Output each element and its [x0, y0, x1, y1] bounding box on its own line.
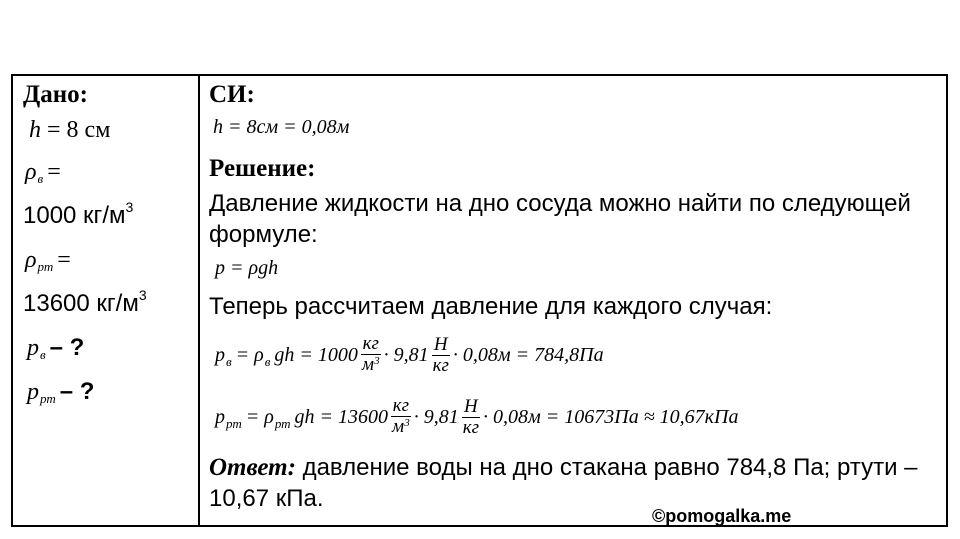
given-height: h = 8 см	[29, 117, 111, 143]
fraction-kg-per-m3: $\frac{кг}{м^3}$	[361, 332, 380, 375]
si-header: СИ:	[209, 81, 255, 108]
solution-column	[200, 76, 946, 525]
given-rho-water-value: 1000 кг/м 3	[23, 199, 134, 229]
given-rho-mercury-value: 13600 кг/м 3	[23, 287, 147, 317]
answer-text: давление воды на дно стакана равно 784,8 Па; ртути – 10,67 кПа.	[209, 454, 918, 512]
given-rho-water-label: ρ в =	[25, 159, 61, 186]
answer-label: Ответ:	[209, 454, 296, 481]
fraction-n-per-kg: $\frac{Н}{кг}$	[432, 333, 449, 376]
given-rho-mercury-label: ρ рт =	[25, 247, 71, 274]
solution-header: Решение:	[209, 155, 316, 182]
formula-water: p в = ρ в gh = 1000 $\frac{кг}{м^3}$ · 9,81 $\frac{Н}{кг}$ · 0,08м = 784,8Па	[215, 332, 604, 376]
given-p-water-question: p в – ?	[27, 334, 85, 362]
watermark: ©pomogalka.me	[652, 506, 792, 526]
answer-paragraph	[209, 452, 934, 514]
task-table	[11, 74, 948, 527]
si-formula: h = 8см = 0,08м	[213, 116, 350, 138]
given-column	[13, 76, 200, 525]
given-p-mercury-question: p рт – ?	[27, 378, 95, 406]
fraction-n-per-kg: $\frac{Н}{кг}$	[462, 395, 479, 438]
fraction-kg-per-m3: $\frac{кг}{м^3}$	[392, 394, 410, 437]
solution-text-intro: Давление жидкости на дно сосуда можно найти по следующей формуле:	[209, 190, 911, 248]
given-header: Дано:	[23, 81, 88, 108]
main-formula: p = ρgh	[215, 257, 279, 279]
formula-mercury: p рт = ρ рт gh = 13600 $\frac{кг}{м^3}$ · 9,81 $\frac{Н}{кг}$ · 0,08м = 10673Па ≈ 10,67кПа	[215, 394, 739, 438]
solution-text-cases: Теперь рассчитаем давление для каждого случая:	[209, 293, 773, 320]
